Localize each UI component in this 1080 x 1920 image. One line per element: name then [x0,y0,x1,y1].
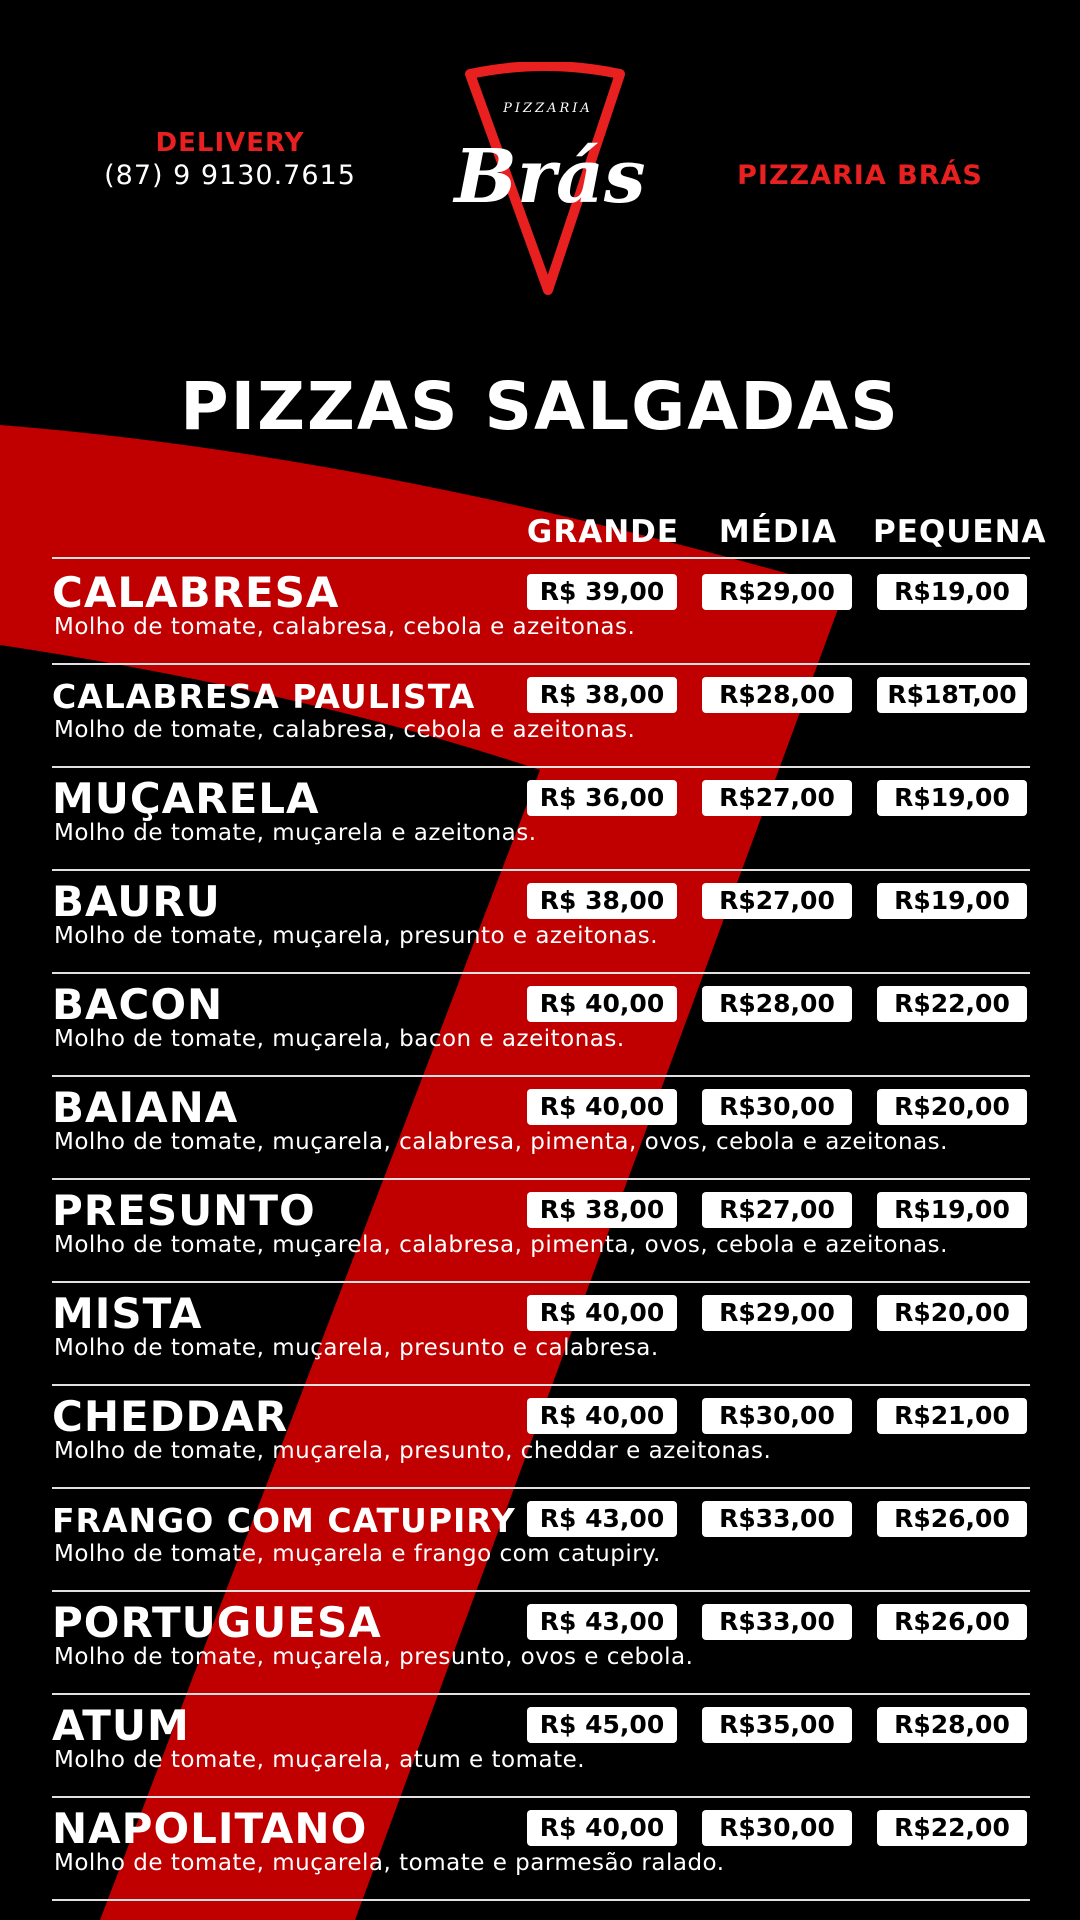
price-pequena: R$20,00 [877,1295,1027,1331]
price-pequena: R$19,00 [877,574,1027,610]
item-description: Molho de tomate, muçarela, presunto, ovos e cebola. [54,1644,694,1670]
item-description: Molho de tomate, calabresa, cebola e azeitonas. [54,717,636,743]
item-description: Molho de tomate, muçarela, atum e tomate. [54,1747,586,1773]
price-pequena: R$20,00 [877,1089,1027,1125]
price-grande: R$ 40,00 [527,1398,677,1434]
row-divider [52,1693,1030,1695]
row-divider [52,869,1030,871]
row-divider [52,1075,1030,1077]
row-divider [52,1899,1030,1901]
price-media: R$27,00 [702,780,852,816]
price-grande: R$ 40,00 [527,986,677,1022]
price-grande: R$ 38,00 [527,677,677,713]
item-description: Molho de tomate, calabresa, cebola e azeitonas. [54,614,636,640]
price-pequena: R$22,00 [877,1810,1027,1846]
price-grande: R$ 38,00 [527,1192,677,1228]
item-name: CALABRESA PAULISTA [52,677,476,716]
price-pequena: R$19,00 [877,780,1027,816]
price-grande: R$ 39,00 [527,574,677,610]
price-media: R$30,00 [702,1089,852,1125]
price-media: R$27,00 [702,1192,852,1228]
row-divider [52,1590,1030,1592]
row-divider [52,1281,1030,1283]
column-pequena: PEQUENA [873,514,1047,550]
item-name: CALABRESA [52,568,340,617]
price-media: R$28,00 [702,677,852,713]
price-media: R$35,00 [702,1707,852,1743]
price-media: R$28,00 [702,986,852,1022]
price-grande: R$ 45,00 [527,1707,677,1743]
phone-number: (87) 9 9130.7615 [104,160,356,191]
item-name: PORTUGUESA [52,1598,382,1647]
item-description: Molho de tomate, muçarela, tomate e parmesão ralado. [54,1850,725,1876]
price-media: R$27,00 [702,883,852,919]
price-pequena: R$21,00 [877,1398,1027,1434]
column-grande: GRANDE [526,514,680,550]
price-media: R$29,00 [702,1295,852,1331]
price-media: R$30,00 [702,1398,852,1434]
item-description: Molho de tomate, muçarela, presunto e calabresa. [54,1335,659,1361]
row-divider [52,766,1030,768]
item-name: PRESUNTO [52,1186,316,1235]
item-name: NAPOLITANO [52,1804,368,1853]
price-pequena: R$26,00 [877,1604,1027,1640]
price-media: R$29,00 [702,574,852,610]
logo-script-text: Brás [454,134,646,220]
price-pequena: R$22,00 [877,986,1027,1022]
item-description: Molho de tomate, muçarela, presunto, cheddar e azeitonas. [54,1438,772,1464]
item-description: Molho de tomate, muçarela, calabresa, pimenta, ovos, cebola e azeitonas. [54,1232,948,1258]
item-name: CHEDDAR [52,1392,289,1441]
item-name: ATUM [52,1701,190,1750]
row-divider [52,972,1030,974]
row-divider [52,1384,1030,1386]
price-grande: R$ 36,00 [527,780,677,816]
row-divider [52,1487,1030,1489]
price-grande: R$ 38,00 [527,883,677,919]
row-divider [52,1178,1030,1180]
row-divider [52,663,1030,665]
pizza-slice-logo [440,62,650,302]
item-description: Molho de tomate, muçarela e frango com catupiry. [54,1541,661,1567]
price-pequena: R$19,00 [877,1192,1027,1228]
item-name: MUÇARELA [52,774,320,823]
header-divider [52,557,1030,559]
price-media: R$33,00 [702,1604,852,1640]
row-divider [52,1796,1030,1798]
item-name: BACON [52,980,224,1029]
item-description: Molho de tomate, muçarela, bacon e azeitonas. [54,1026,625,1052]
item-name: FRANGO COM CATUPIRY [52,1501,516,1540]
price-grande: R$ 40,00 [527,1295,677,1331]
price-grande: R$ 40,00 [527,1089,677,1125]
price-media: R$30,00 [702,1810,852,1846]
item-description: Molho de tomate, muçarela, calabresa, pimenta, ovos, cebola e azeitonas. [54,1129,948,1155]
price-pequena: R$28,00 [877,1707,1027,1743]
price-grande: R$ 40,00 [527,1810,677,1846]
item-name: BAIANA [52,1083,239,1132]
column-media: MÉDIA [718,514,838,550]
logo-small-text: PIZZARIA [503,101,593,116]
item-description: Molho de tomate, muçarela e azeitonas. [54,820,537,846]
delivery-label: DELIVERY [155,128,305,158]
section-title: PIZZAS SALGADAS [180,368,900,445]
brand-name: PIZZARIA BRÁS [737,160,983,191]
item-name: MISTA [52,1289,203,1338]
price-pequena: R$26,00 [877,1501,1027,1537]
item-description: Molho de tomate, muçarela, presunto e azeitonas. [54,923,659,949]
price-pequena: R$18T,00 [877,677,1027,713]
price-pequena: R$19,00 [877,883,1027,919]
item-name: BAURU [52,877,221,926]
price-grande: R$ 43,00 [527,1501,677,1537]
price-media: R$33,00 [702,1501,852,1537]
price-grande: R$ 43,00 [527,1604,677,1640]
